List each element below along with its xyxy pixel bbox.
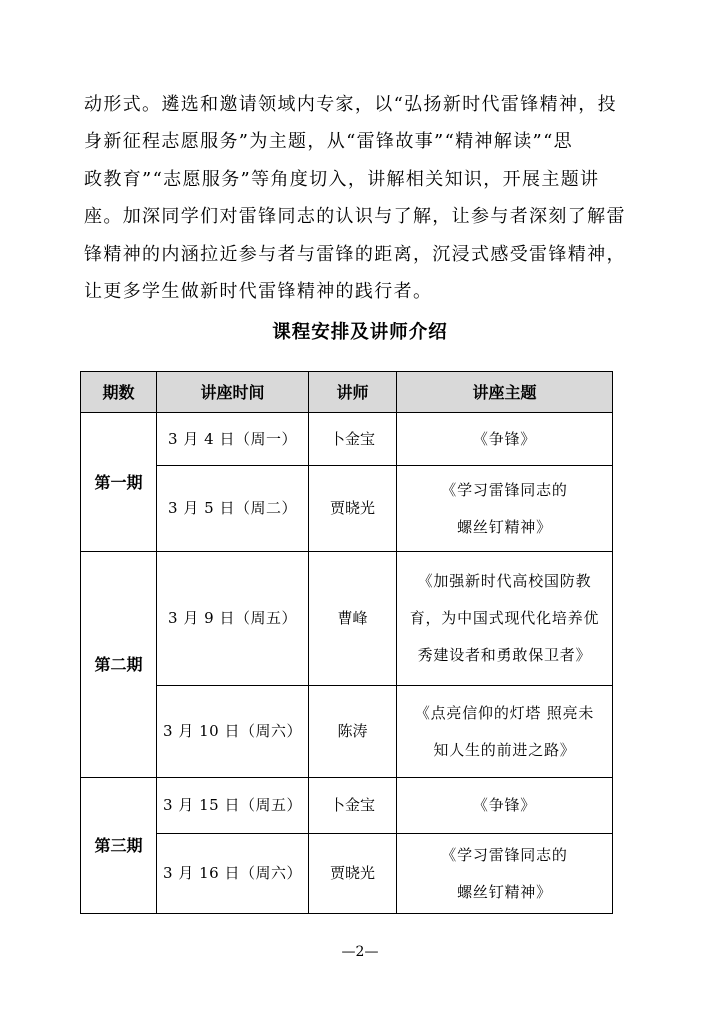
intro-paragraph <box>84 86 644 310</box>
table-row <box>81 834 613 914</box>
header-time: 讲座时间 <box>157 372 309 413</box>
topic-cell <box>397 834 613 914</box>
topic-line: 螺丝钉精神》 <box>457 882 552 901</box>
table-row <box>81 413 613 466</box>
topic-line: 《加强新时代高校国防教 <box>417 572 592 590</box>
intro-line: 锋精神的内涵拉近参与者与雷锋的距离，沉浸式感受雷锋精神， <box>84 243 626 265</box>
date-cell: 3 月 5 日（周二） <box>157 466 309 552</box>
intro-line: 让更多学生做新时代雷锋精神的践行者。 <box>84 281 433 303</box>
topic-line: 螺丝钉精神》 <box>457 517 552 536</box>
section-title: 课程安排及讲师介绍 <box>272 322 448 343</box>
date-cell: 3 月 16 日（周六） <box>157 834 309 914</box>
header-period: 期数 <box>81 372 157 413</box>
date-cell: 3 月 9 日（周五） <box>157 552 309 686</box>
topic-line: 《学习雷锋同志的 <box>441 480 568 499</box>
topic-line: 育，为中国式现代化培养优 <box>409 609 600 627</box>
header-lecturer: 讲师 <box>309 372 397 413</box>
intro-line: 动形式。遴选和邀请领域内专家，以“弘扬新时代雷锋精神，投 <box>84 94 617 115</box>
date-cell: 3 月 4 日（周一） <box>157 413 309 466</box>
lecturer-cell: 卜金宝 <box>309 778 397 834</box>
topic-line: 《学习雷锋同志的 <box>441 845 568 864</box>
lecturer-cell: 曹峰 <box>309 552 397 686</box>
page-number: —2— <box>341 944 379 960</box>
topic-cell <box>397 552 613 686</box>
topic-line: 《点亮信仰的灯塔 照亮未 <box>414 703 595 722</box>
period-cell: 第三期 <box>81 778 157 914</box>
topic-cell <box>397 466 613 552</box>
period-cell: 第二期 <box>81 552 157 778</box>
topic-cell <box>397 413 613 466</box>
topic-line: 知人生的前进之路》 <box>433 740 576 759</box>
intro-line: 身新征程志愿服务”为主题，从“雷锋故事”“精神解读”“思 <box>84 131 574 153</box>
period-cell: 第一期 <box>81 413 157 552</box>
date-cell: 3 月 15 日（周五） <box>157 778 309 834</box>
header-topic: 讲座主题 <box>397 372 613 413</box>
topic-cell <box>397 778 613 834</box>
table-row <box>81 552 613 686</box>
topic-line: 《争锋》 <box>472 429 537 448</box>
topic-line: 《争锋》 <box>472 796 537 814</box>
topic-cell <box>397 686 613 778</box>
table-row <box>81 466 613 552</box>
table-row <box>81 778 613 834</box>
lecturer-cell: 贾晓光 <box>309 834 397 914</box>
lecturer-cell: 贾晓光 <box>309 466 397 552</box>
date-cell: 3 月 10 日（周六） <box>157 686 309 778</box>
lecturer-cell: 卜金宝 <box>309 413 397 466</box>
intro-line: 座。加深同学们对雷锋同志的认识与了解，让参与者深刻了解雷 <box>84 206 626 228</box>
schedule-table <box>80 371 613 914</box>
table-header-row <box>81 372 613 413</box>
topic-line: 秀建设者和勇敢保卫者》 <box>417 646 592 664</box>
lecturer-cell: 陈涛 <box>309 686 397 778</box>
table-row <box>81 686 613 778</box>
intro-line: 政教育”“志愿服务”等角度切入，讲解相关知识，开展主题讲 <box>84 168 600 190</box>
